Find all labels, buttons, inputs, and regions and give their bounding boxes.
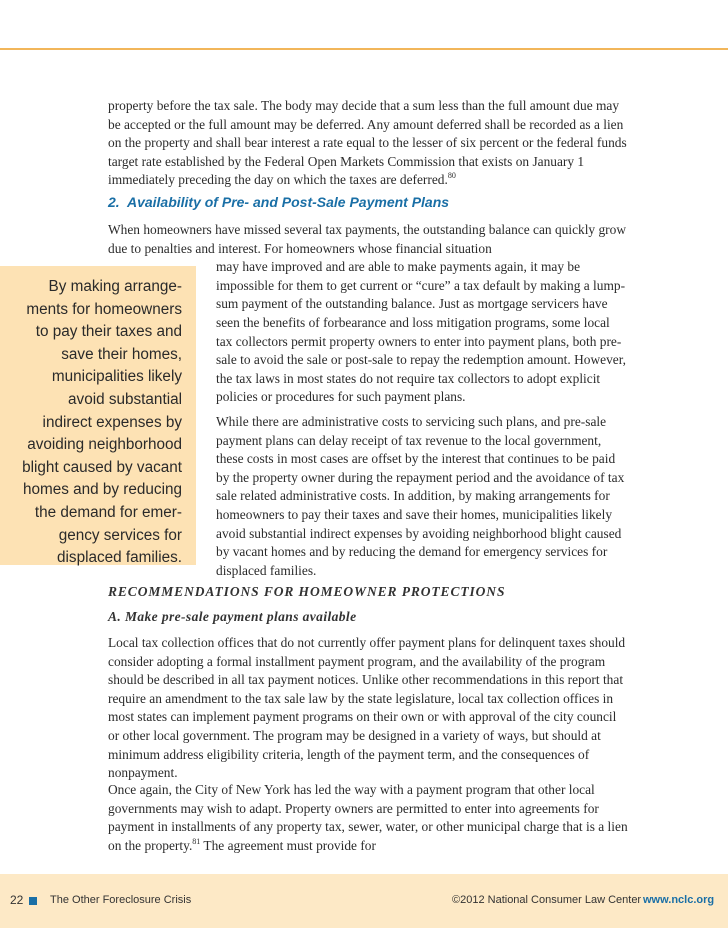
paragraph-deferral-text: property before the tax sale. The body may decide that a sum less than the full amount due may be accepted or the full amount may be deferred. Any amount deferred shall be recorded as a lien on the property and shall bear interest a rate equal to the lesser of six percent or the federal funds target rate established by the Federal Open Markets Commission that exists on January 1 immediately preceding the day on which the taxes are deferred. — [108, 98, 627, 188]
footnote-ref-81[interactable]: 81 — [192, 836, 201, 846]
copyright-notice: ©2012 National Consumer Law Center — [452, 894, 642, 906]
paragraph-new-york-tail: The agreement must provide for — [200, 837, 376, 853]
paragraph-admin-costs: While there are administrative costs to servicing such plans, and pre-sale payment plans can delay receipt of tax revenue to the local government, these costs in most cases are offset by the interest that continues to be paid by the property owner during the repayment period and the avoidance of tax sale related administrative costs. In addition, by making arrangements for homeowners to pay their taxes and save their homes, municipalities likely avoid substantial indirect expenses by avoiding neighborhood blight caused by vacant homes and by reducing the demand for emergency services for displaced families. — [216, 413, 625, 578]
recommendations-heading: RECOMMENDATIONS FOR HOMEOWNER PROTECTIONS — [108, 584, 506, 599]
footnote-ref-80[interactable]: 80 — [447, 171, 456, 181]
publication-title: The Other Foreclosure Crisis — [50, 894, 192, 906]
paragraph-new-york-text: Once again, the City of New York has led the way with a payment program that other local governments may wish to adapt. Property owners are permitted to enter into agreements for payment in installments of any property tax, sewer, water, or other municipal charge that is a lien on the property. — [108, 782, 628, 853]
page-footer — [0, 874, 728, 928]
paragraph-payment-plans — [108, 221, 628, 407]
paragraph-payment-plans-rest: may have improved and are able to make payments again, it may be impossible for them to get current or “cure” a tax default by making a lump-sum payment of the outstanding balance. Just as mortgage servicers have seen the benefits of forbearance and loss mitigation programs, some local tax collectors permit property owners to enter into payment plans, both pre-sale to avoid the sale or post-sale to repay the redemption amount. However, the tax laws in most states do not require tax collectors to adopt explicit policies or procedures for such payment plans. — [216, 259, 626, 405]
paragraph-installment-program: Local tax collection offices that do not currently offer payment plans for delinquent taxes should consider adopting a formal installment payment program, and the availability of the program should be described in all tax payment notices. Unlike other recommendations in this report that require an amendment to the tax sale law by the state legislature, local tax collection offices in most states can implement payment programs on their own or with approval of the city council or other local government. The program may be designed in a variety of ways, but should at minimum address eligibility criteria, length of the payment term, and the consequences of nonpayment. — [108, 635, 626, 781]
paragraph-new-york — [108, 781, 628, 855]
header-rule — [0, 48, 728, 50]
recommendation-a-heading: A. Make pre-sale payment plans available — [108, 609, 357, 624]
section-number: 2. — [108, 194, 120, 210]
pull-quote-text: By making arrangements for homeowners to pay their taxes and save their homes, municipalities likely avoid substantial indirect expenses by avoiding neighborhood blight caused by vacant homes and by reducing the demand for emergency services for displaced families. — [22, 278, 182, 567]
section-title: Availability of Pre- and Post-Sale Payment Plans — [126, 194, 450, 210]
square-bullet-icon — [29, 897, 37, 905]
paragraph-deferral — [108, 97, 628, 190]
paragraph-payment-plans-lead: When homeowners have missed several tax payments, the outstanding balance can quickly grow due to penalties and interest. For homeowners whose financial situation — [108, 222, 626, 256]
section-heading-payment-plans — [108, 192, 628, 212]
payment-plans-body — [108, 221, 628, 580]
page-number: 22 — [10, 893, 24, 907]
website-link[interactable]: www.nclc.org — [643, 894, 715, 906]
